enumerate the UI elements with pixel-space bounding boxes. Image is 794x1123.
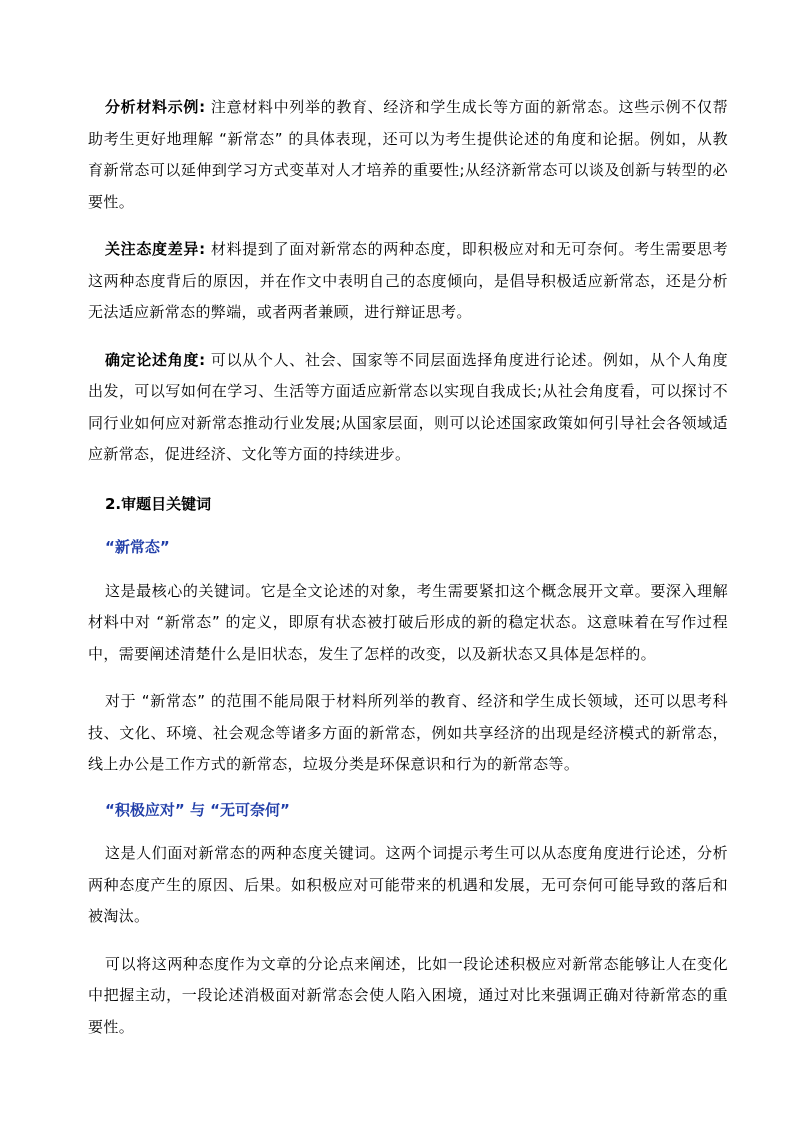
paragraph-attitude-difference <box>88 234 728 329</box>
paragraph-analyze-examples <box>88 92 728 218</box>
paragraph-text: 材料提到了面对新常态的两种态度，即积极应对和无可奈何。考生需要思考这两种态度背后的原因，并在作文中表明自己的态度倾向，是倡导积极适应新常态，还是分析无法适应新常态的弊端，或者两者兼顾，进行辩证思考。 <box>88 240 728 321</box>
paragraph-lead: 关注态度差异 <box>105 240 200 258</box>
paragraph-text: 可以从个人、社会、国家等不同层面选择角度进行论述。例如，从个人角度出发，可以写如何在学习、生活等方面适应新常态以实现自我成长;从社会角度看，可以探讨不同行业如何应对新常态推动行业发展;从国家层面，则可以论述国家政策如何引导社会各领域适应新常态，促进经济、文化等方面的持续进步。 <box>88 350 728 463</box>
keyword-paragraph: 对于 “新常态” 的范围不能局限于材料所列举的教育、经济和学生成长领域，还可以思考科技、文化、环境、社会观念等诸多方面的新常态，例如共享经济的出现是经济模式的新常态，线上办公是工作方式的新常态，垃圾分类是环保意识和行为的新常态等。 <box>88 692 728 773</box>
paragraph-lead-punct: : <box>199 350 206 369</box>
paragraph-lead-punct: : <box>199 240 206 258</box>
section-heading: 2.审题目关键词 <box>105 494 212 513</box>
paragraph-lead-punct: : <box>199 98 206 116</box>
keyword-paragraph: 可以将这两种态度作为文章的分论点来阐述，比如一段论述积极应对新常态能够让人在变化中把握主动，一段论述消极面对新常态会使人陷入困境，通过对比来强调正确对待新常态的重要性。 <box>88 954 728 1036</box>
document-content <box>88 92 728 1043</box>
keyword-heading-new-normal: “新常态” <box>105 538 170 556</box>
paragraph-text: 注意材料中列举的教育、经济和学生成长等方面的新常态。这些示例不仅帮助考生更好地理解 “新常态” 的具体表现，还可以为考生提供论述的角度和论据。例如，从教育新常态可以延伸到学习方式变革对人才培养的重要性;从经济新常态可以谈及创新与转型的必要性。 <box>88 98 728 211</box>
paragraph-argument-angle <box>88 345 728 471</box>
paragraph-lead: 分析材料示例 <box>105 98 200 116</box>
keyword-paragraph: 这是最核心的关键词。它是全文论述的对象，考生需要紧扣这个概念展开文章。要深入理解材料中对 “新常态” 的定义，即原有状态被打破后形成的新的稳定状态。这意味着在写作过程中，需要阐述清楚什么是旧状态，发生了怎样的改变，以及新状态又具体是怎样的。 <box>88 581 728 663</box>
keyword-paragraph: 这是人们面对新常态的两种态度关键词。这两个词提示考生可以从态度角度进行论述，分析两种态度产生的原因、后果。如积极应对可能带来的机遇和发展，无可奈何可能导致的落后和被淘汰。 <box>88 844 728 925</box>
keyword-heading-attitudes: “积极应对” 与 “无可奈何” <box>105 800 290 819</box>
paragraph-lead: 确定论述角度 <box>105 350 200 369</box>
